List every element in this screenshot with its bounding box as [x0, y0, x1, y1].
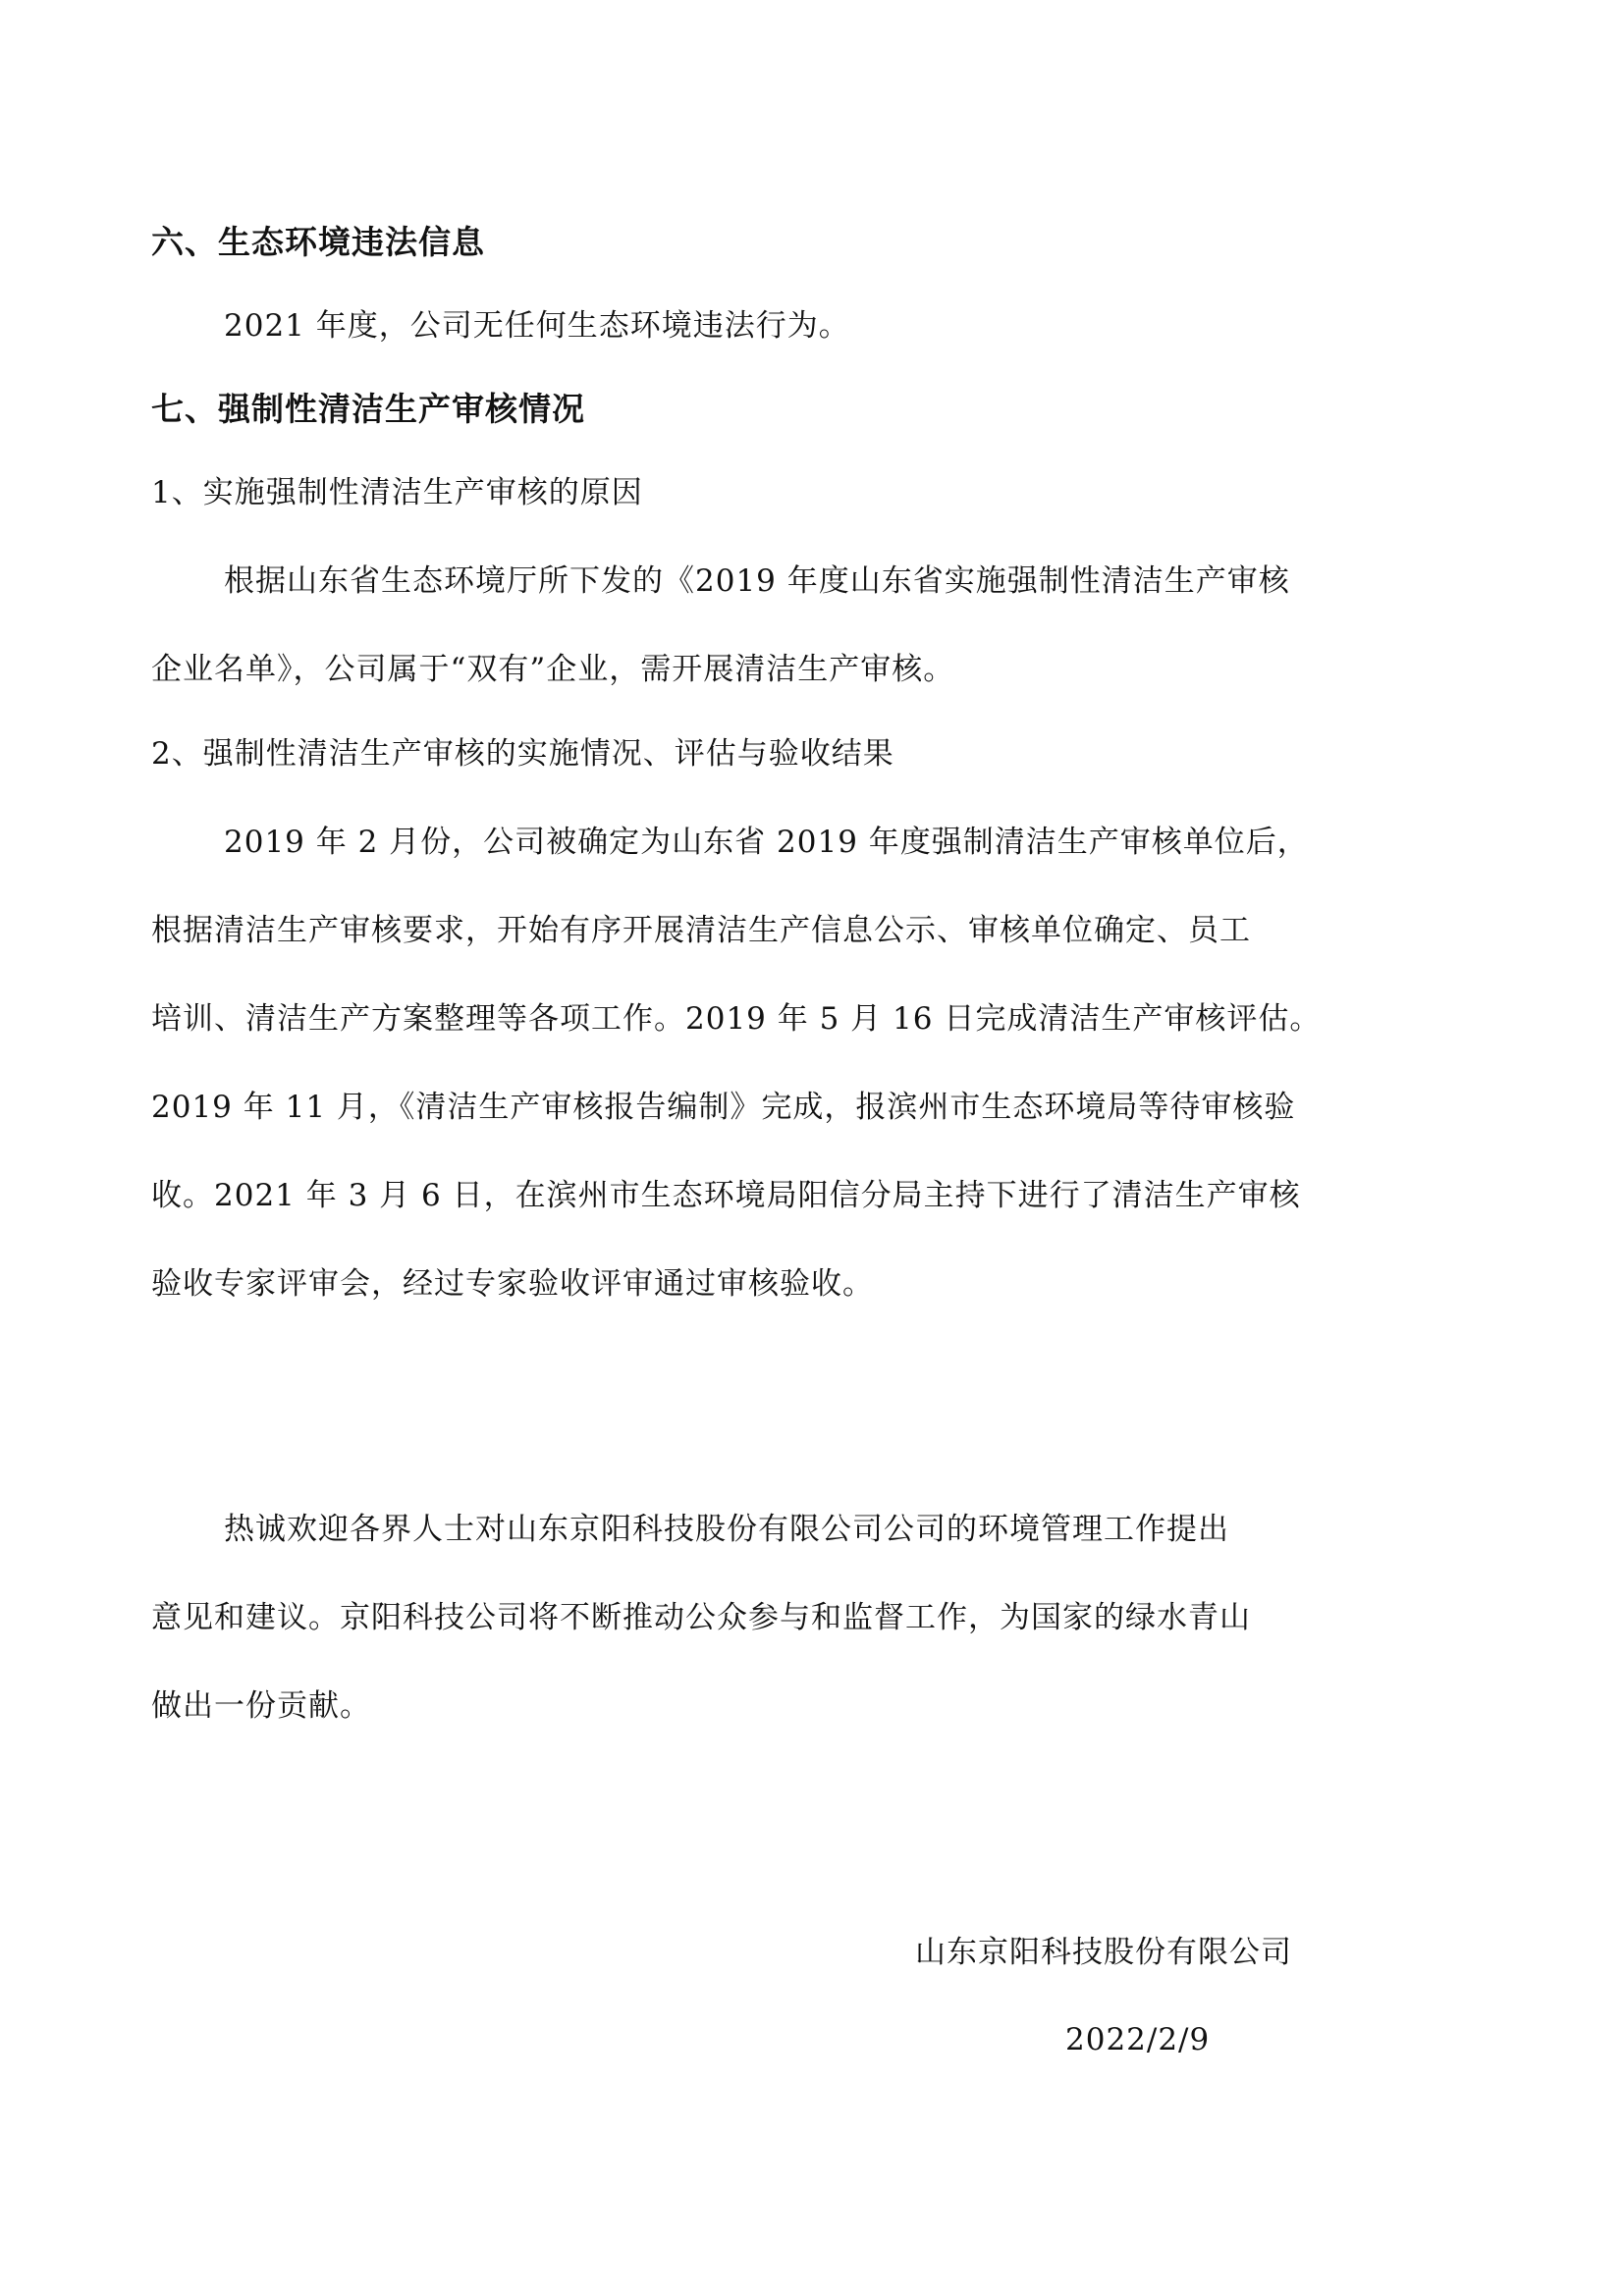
paragraph-line: 培训、清洁生产方案整理等各项工作。2019 年 5 月 16 日完成清洁生产审核评估。 [151, 1001, 1322, 1037]
paragraph-line: 验收专家评审会，经过专家验收评审通过审核验收。 [151, 1266, 874, 1302]
section-six-heading: 六、生态环境违法信息 [151, 223, 485, 261]
paragraph-line: 2019 年 11 月，《清洁生产审核报告编制》完成，报滨州市生态环境局等待审核验 [151, 1090, 1296, 1125]
section-seven-heading: 七、强制性清洁生产审核情况 [151, 390, 585, 428]
paragraph-line: 根据山东省生态环境厅所下发的《2019 年度山东省实施强制性清洁生产审核 [224, 563, 1290, 599]
paragraph-line: 企业名单》，公司属于“双有”企业，需开展清洁生产审核。 [151, 652, 955, 687]
signature-company: 山东京阳科技股份有限公司 [915, 1935, 1292, 1970]
paragraph-line: 根据清洁生产审核要求，开始有序开展清洁生产信息公示、审核单位确定、员工 [151, 913, 1251, 948]
closing-line: 热诚欢迎各界人士对山东京阳科技股份有限公司公司的环境管理工作提出 [224, 1512, 1229, 1547]
paragraph-line: 收。2021 年 3 月 6 日，在滨州市生态环境局阳信分局主持下进行了清洁生产审核 [151, 1178, 1301, 1213]
subsection-1-title: 1、实施强制性清洁生产审核的原因 [151, 475, 643, 510]
signature-date: 2022/2/9 [1065, 2022, 1211, 2057]
subsection-2-title: 2、强制性清洁生产审核的实施情况、评估与验收结果 [151, 736, 894, 772]
closing-line: 做出一份贡献。 [151, 1688, 371, 1724]
section-six-body: 2021 年度，公司无任何生态环境违法行为。 [224, 308, 850, 344]
closing-line: 意见和建议。京阳科技公司将不断推动公众参与和监督工作，为国家的绿水青山 [151, 1600, 1251, 1635]
paragraph-line: 2019 年 2 月份，公司被确定为山东省 2019 年度强制清洁生产审核单位后， [224, 825, 1309, 860]
